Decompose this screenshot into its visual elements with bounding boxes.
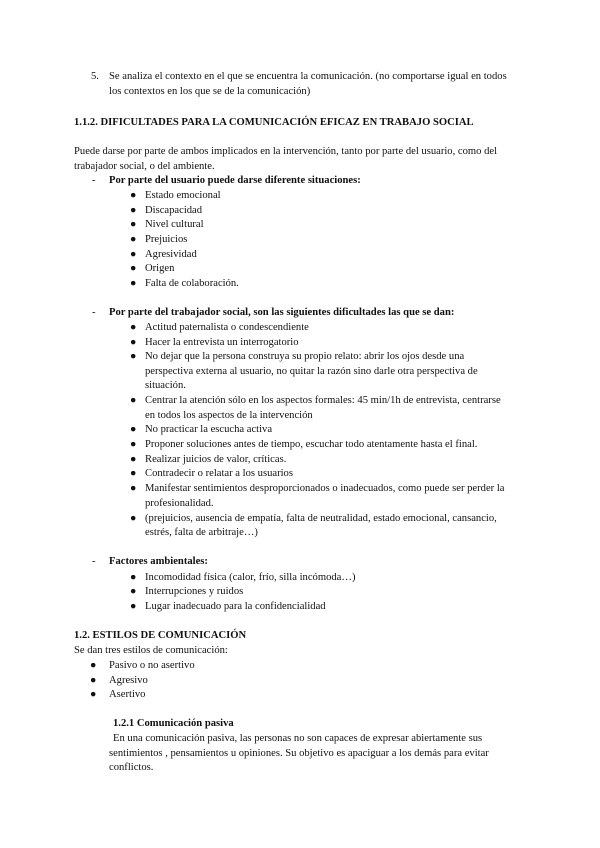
bullet-icon: ●	[130, 219, 137, 230]
section-heading: 1.1.2. DIFICULTADES PARA LA COMUNICACIÓN EFICAZ EN TRABAJO SOCIAL	[74, 117, 474, 128]
bullet-icon: ●	[130, 249, 137, 260]
bullet-icon: ●	[130, 454, 137, 465]
list-item: Pasivo o no asertivo	[109, 660, 195, 671]
paragraph-line: En una comunicación pasiva, las personas no son capaces de expresar abiertamente sus	[113, 733, 483, 744]
bullet-icon: ●	[130, 439, 137, 450]
list-item: Incomodidad física (calor, frío, silla incómoda…)	[145, 572, 356, 583]
list-item: Asertivo	[109, 689, 146, 700]
list-item: Proponer soluciones antes de tiempo, escuchar todo atentamente hasta el final.	[145, 439, 478, 450]
paragraph-line: Se analiza el contexto en el que se encuentra la comunicación. (no comportarse igual en todos	[109, 71, 507, 82]
bullet-icon: ●	[130, 572, 137, 583]
paragraph-line: Se dan tres estilos de comunicación:	[74, 645, 228, 656]
paragraph-line: Puede darse por parte de ambos implicados en la intervención, tanto por parte del usuario, como del	[74, 146, 498, 157]
list-item: Realizar juicios de valor, críticas.	[145, 454, 287, 465]
list-item: Falta de colaboración.	[145, 278, 239, 289]
dash-marker: -	[92, 307, 96, 318]
dash-marker: -	[92, 556, 96, 567]
bullet-icon: ●	[90, 660, 97, 671]
list-item: Centrar la atención sólo en los aspectos formales: 45 min/1h de entrevista, centrarse	[145, 395, 501, 406]
list-item: Interrupciones y ruidos	[145, 586, 244, 597]
list-item: Lugar inadecuado para la confidencialidad	[145, 601, 326, 612]
list-item: Actitud paternalista o condescendiente	[145, 322, 309, 333]
bullet-icon: ●	[130, 205, 137, 216]
list-item: (prejuicios, ausencia de empatía, falta de neutralidad, estado emocional, cansancio,	[145, 513, 497, 524]
list-item-continuation: estrés, falta de arbitraje…)	[145, 527, 258, 538]
bullet-icon: ●	[130, 278, 137, 289]
bullet-icon: ●	[130, 468, 137, 479]
paragraph-line: sentimientos , pensamientos u opiniones. Su objetivo es apaciguar a los demás para evitar	[109, 748, 489, 759]
list-item: Nivel cultural	[145, 219, 204, 230]
list-item: Agresivo	[109, 675, 148, 686]
list-item: Contradecir o relatar a los usuarios	[145, 468, 293, 479]
list-item-continuation: perspectiva externa al usuario, no quitar la razón sino darle otra perspectiva de	[145, 366, 478, 377]
list-number: 5.	[91, 71, 99, 82]
list-item-continuation: situación.	[145, 380, 186, 391]
bullet-icon: ●	[130, 395, 137, 406]
list-item-continuation: en todos los aspectos de la intervención	[145, 410, 313, 421]
list-item: No dejar que la persona construya su propio relato: abrir los ojos desde una	[145, 351, 465, 362]
subsection-title: Por parte del trabajador social, son las siguientes dificultades las que se dan:	[109, 307, 455, 318]
list-item: No practicar la escucha activa	[145, 424, 273, 435]
bullet-icon: ●	[90, 675, 97, 686]
list-item-continuation: profesionalidad.	[145, 498, 214, 509]
list-item: Discapacidad	[145, 205, 203, 216]
bullet-icon: ●	[130, 351, 137, 362]
list-item: Estado emocional	[145, 190, 221, 201]
subsection-title: Por parte del usuario puede darse diferente situaciones:	[109, 175, 361, 186]
paragraph-line: trabajador social, o del ambiente.	[74, 161, 215, 172]
list-item: Hacer la entrevista un interrogatorio	[145, 337, 299, 348]
subsection-heading: 1.2.1 Comunicación pasiva	[113, 718, 234, 729]
subsection-title: Factores ambientales:	[109, 556, 208, 567]
bullet-icon: ●	[130, 234, 137, 245]
paragraph-line: conflictos.	[109, 762, 154, 773]
bullet-icon: ●	[130, 190, 137, 201]
section-heading: 1.2. ESTILOS DE COMUNICACIÓN	[74, 630, 247, 641]
bullet-icon: ●	[130, 586, 137, 597]
bullet-icon: ●	[130, 483, 137, 494]
dash-marker: -	[92, 175, 96, 186]
list-item: Agresividad	[145, 249, 197, 260]
paragraph-line: los contextos en los que se de la comunicación)	[109, 86, 311, 97]
bullet-icon: ●	[130, 263, 137, 274]
bullet-icon: ●	[130, 322, 137, 333]
bullet-icon: ●	[90, 689, 97, 700]
bullet-icon: ●	[130, 424, 137, 435]
list-item: Manifestar sentimientos desproporcionados o inadecuados, como puede ser perder la	[145, 483, 505, 494]
list-item: Prejuicios	[145, 234, 188, 245]
bullet-icon: ●	[130, 601, 137, 612]
bullet-icon: ●	[130, 337, 137, 348]
list-item: Origen	[145, 263, 175, 274]
bullet-icon: ●	[130, 513, 137, 524]
